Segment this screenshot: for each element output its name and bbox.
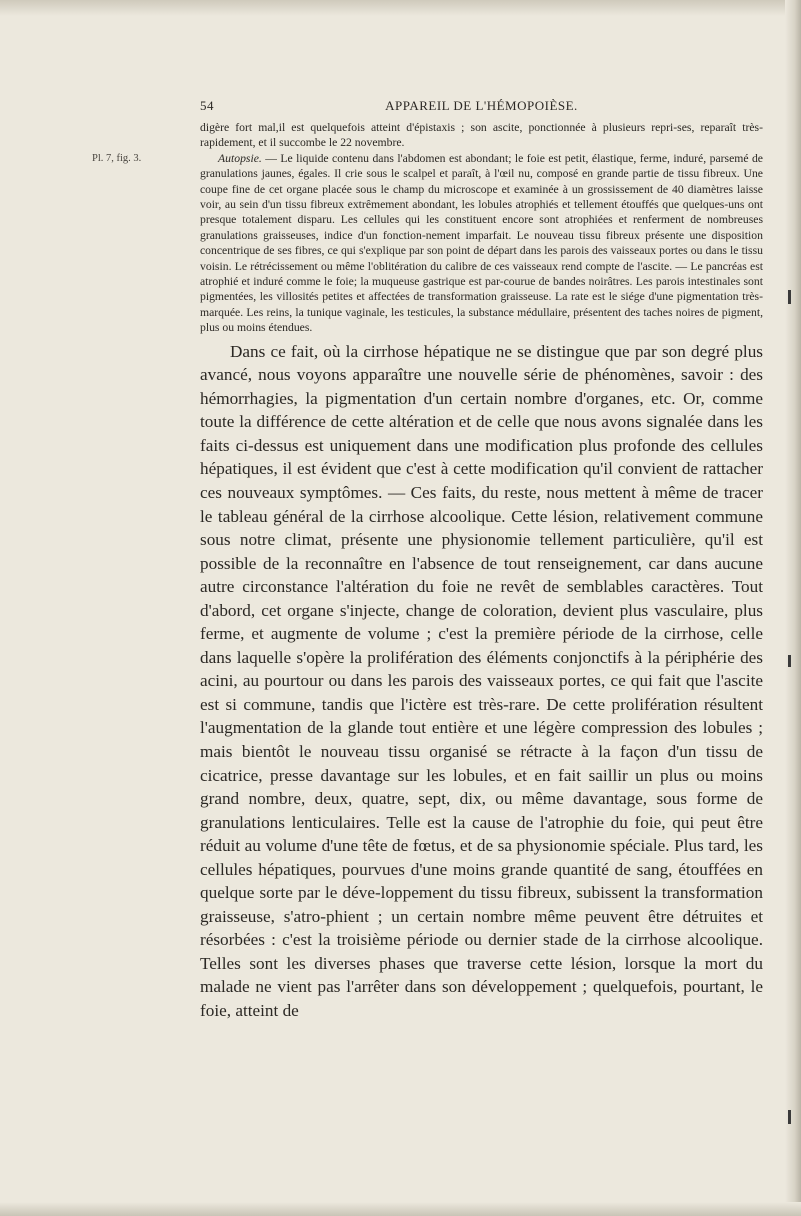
autopsy-paragraph <box>92 151 763 336</box>
scan-mark <box>788 655 791 667</box>
scan-top-edge <box>0 0 801 16</box>
running-title: APPAREIL DE L'HÉMOPOIÈSE. <box>385 98 578 113</box>
case-report-continuation: digère fort mal,il est quelquefois atteint d'épistaxis ; son ascite, ponctionnée à plusieurs repri-ses, reparaît très-rapidement, et il succombe le 22 novembre. <box>200 121 763 150</box>
book-page <box>92 98 763 1023</box>
body-paragraph: Dans ce fait, où la cirrhose hépatique ne se distingue que par son degré plus avancé, nous voyons apparaître une nouvelle série de phénomènes, savoir : des hémorrhagies, la pigmentation d'un certain nombre d'organes, etc. Or, comme toute la différence de cette altération et de celle que nous avons signalée dans les faits ci-dessus est uniquement dans une modification plus profonde des cellules hépatiques, il est évident que c'est à cette modification qu'il convient de rattacher ces nouveaux symptômes. — Ces faits, du reste, nous mettent à même de tracer le tableau général de la cirrhose alcoolique. Cette lésion, relativement commune sous notre climat, présente une physionomie tellement particulière, qu'il est possible de la reconnaître en l'absence de tout renseignement, car dans aucune autre circonstance l'altération du foie ne revêt de semblables caractères. Tout d'abord, cet organe s'injecte, change de coloration, devient plus vasculaire, plus ferme, et augmente de volume ; c'est la première période de la cirrhose, celle dans laquelle s'opère la prolifération des éléments conjonctifs à la périphérie des acini, au pourtour ou dans les parois des vaisseaux portes, ce qui fait que l'ascite est si commune, tandis que l'ictère est très-rare. De cette prolifération résultent l'augmentation de la glande tout entière et une légère compression des lobules ; mais bientôt le nouveau tissu organisé se rétracte à la façon d'un tissu de cicatrice, presse davantage sur les lobules, et en fait saillir un plus ou moins grand nombre, deux, quatre, sept, dix, ou même davantage, sous forme de granulations lenticulaires. Telle est la cause de l'atrophie du foie, qui peut être réduit au volume d'une tête de fœtus, et de sa physionomie spéciale. Plus tard, les cellules hépatiques, pourvues d'une moins grande quantité de sang, étouffées en quelque sorte par le déve-loppement du tissu fibreux, subissent la transformation graisseuse, s'atro-phient ; un certain nombre même peuvent être détruites et résorbées : c'est la troisième période ou dernier stade de la cirrhose alcoolique. Telles sont les diverses phases que traverse cette lésion, lorsque la mort du malade ne vient pas l'arrêter dans son développement ; quelquefois, pourtant, le foie, atteint de <box>200 341 763 1020</box>
autopsy-text: — Le liquide contenu dans l'abdomen est abondant; le foie est petit, élastique, ferme, induré, parsemé de granulations jaunes, égales. Il crie sous le scalpel et paraît, à l'œil nu, composé en grande partie de tissu fibreux. Une coupe fine de cet organe placée sous le champ du microscope et examinée à un grossissement de 40 diamètres laisse voir, au sein d'un tissu fibreux extrêmement abondant, les lobules atrophiés et tellement étouffés que quelques-uns ont presque totalement disparu. Les cellules qui les constituent encore sont atrophiées et renferment de nombreuses granulations graisseuses, indice d'un fonction-nement imparfait. Le nouveau tissu fibreux présente une disposition concentrique de ses fibres, ce qui s'explique par son point de départ dans les parois des vaisseaux portes ou dans le tissu voisin. Le rétrécissement ou même l'oblitération du calibre de ces vaisseaux rend compte de l'ascite. — Le pancréas est atrophié et induré comme le foie; la muqueuse gastrique est par-courue de bandes noirâtres. Les parois intestinales sont pigmentées, les villosités petites et affectées de transformation graisseuse. La rate est le siége d'une pigmentation très-marquée. Les reins, la tunique vaginale, les testicules, la substance médullaire, présentent des taches noires de pigment, plus ou moins étendues. <box>200 151 763 335</box>
case-report <box>92 120 763 336</box>
scan-mark <box>788 1110 791 1124</box>
scan-right-edge <box>785 0 801 1216</box>
main-text <box>200 340 763 1023</box>
plate-reference: Pl. 7, fig. 3. <box>92 152 142 164</box>
page-number: 54 <box>200 98 214 113</box>
running-head <box>200 98 763 120</box>
autopsy-label: Autopsie. <box>218 151 262 165</box>
scan-bottom-edge <box>0 1202 801 1216</box>
scan-mark <box>788 290 791 304</box>
